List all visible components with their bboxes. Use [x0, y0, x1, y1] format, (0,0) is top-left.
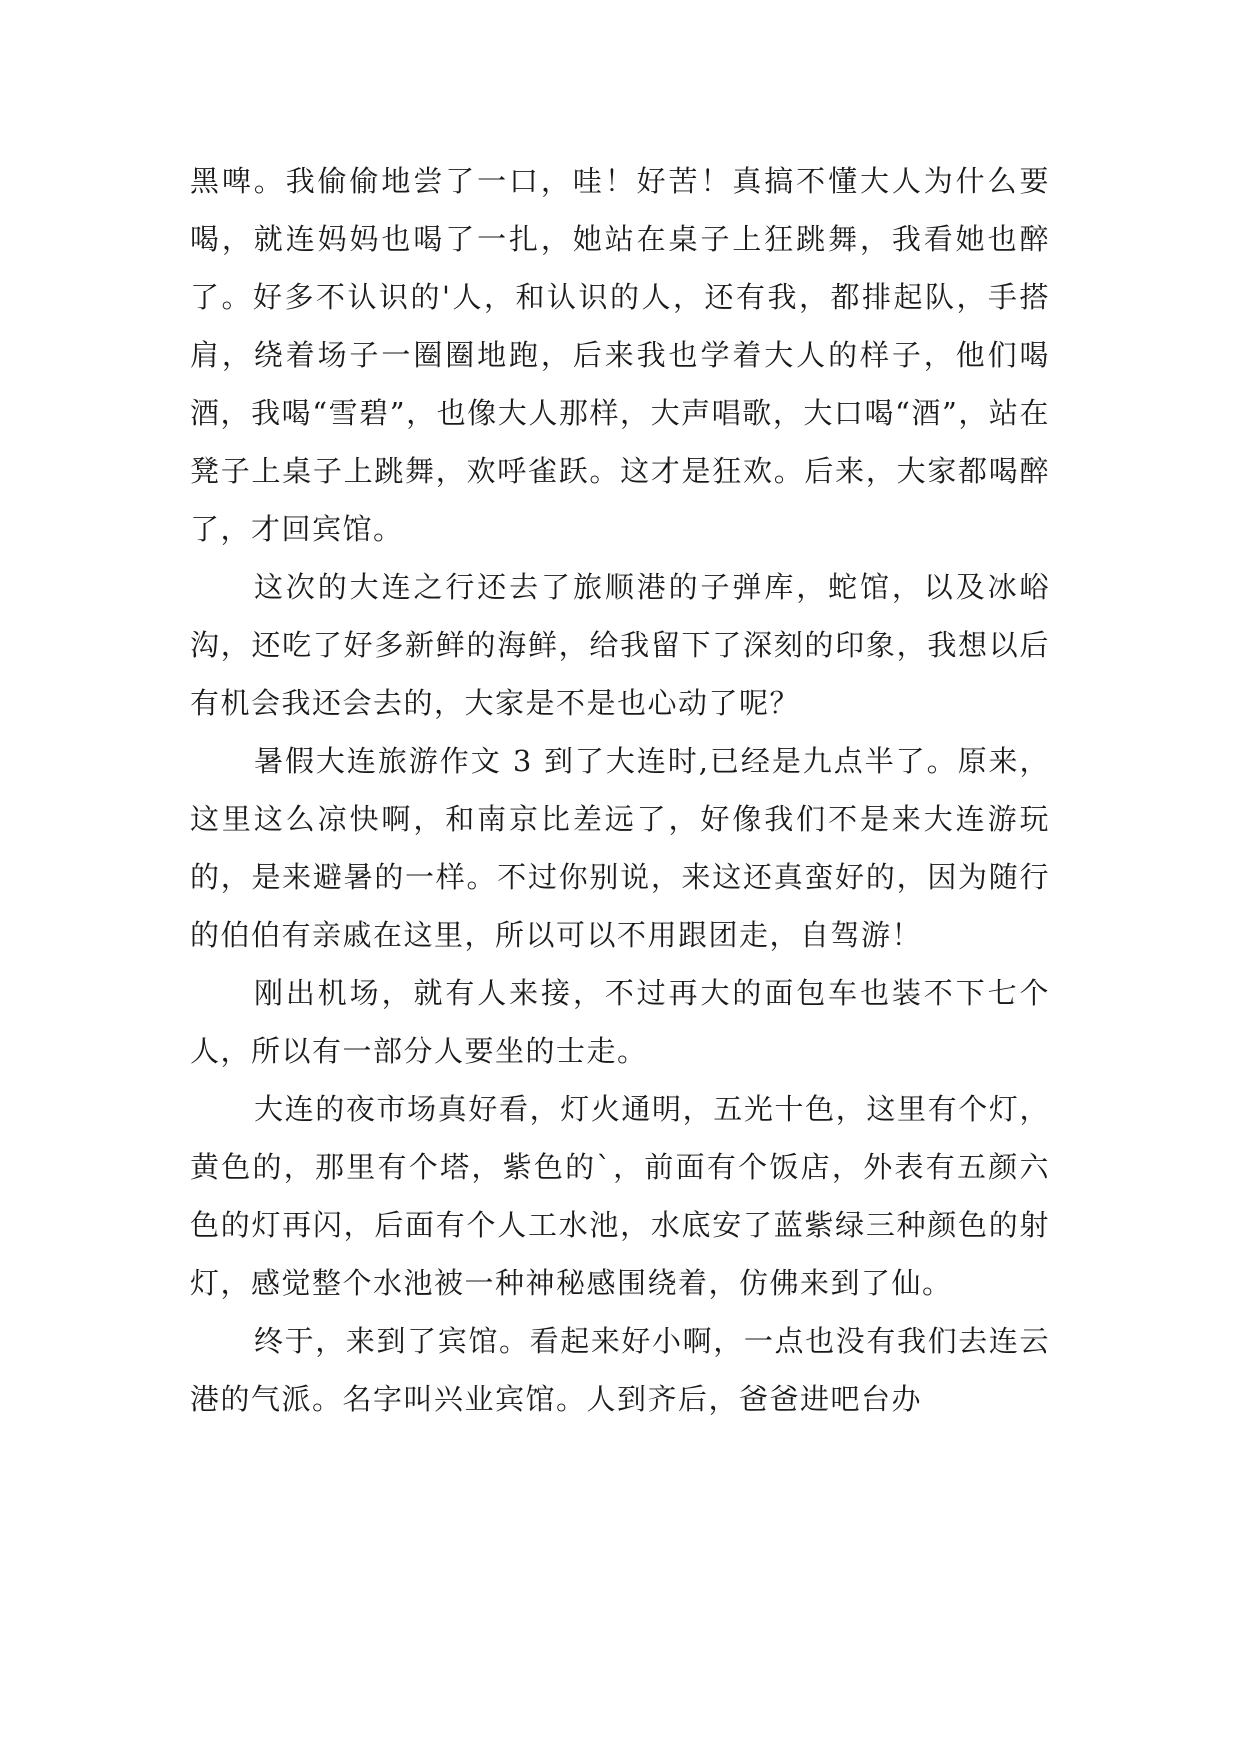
paragraph-gap [533, 744, 544, 778]
paragraph [190, 732, 1050, 964]
paragraph: 大连的夜市场真好看，灯火通明，五光十色，这里有个灯，黄色的，那里有个塔，紫色的`，前面有个饭店，外表有五颜六色的灯再闪，后面有个人工水池，水底安了蓝紫绿三种颜色的射灯，感觉整个水池被一种神秘感围绕着，仿佛来到了仙。 [190, 1092, 1050, 1300]
paragraph: 终于，来到了宾馆。看起来好小啊，一点也没有我们去连云港的气派。名字叫兴业宾馆。人到齐后，爸爸进吧台办 [190, 1324, 1050, 1416]
essay-heading: 暑假大连旅游作文 3 [254, 744, 533, 778]
paragraph: 这次的大连之行还去了旅顺港的子弹库，蛇馆，以及冰峪沟，还吃了好多新鲜的海鲜，给我留下了深刻的印象，我想以后有机会我还会去的，大家是不是也心动了呢？ [190, 570, 1050, 720]
paragraph: 黑啤。我偷偷地尝了一口，哇！好苦！真搞不懂大人为什么要喝，就连妈妈也喝了一扎，她站在桌子上狂跳舞，我看她也醉了。好多不认识的'人，和认识的人，还有我，都排起队，手搭肩，绕着场子一圈圈地跑，后来我也学着大人的样子，他们喝酒，我喝“雪碧”，也像大人那样，大声唱歌，大口喝“酒”，站在凳子上桌子上跳舞，欢呼雀跃。这才是狂欢。后来，大家都喝醉了，才回宾馆。 [190, 164, 1050, 546]
paragraph-text: 到了大连时,已经是九点半了。原来，这里这么凉快啊，和南京比差远了，好像我们不是来大连游玩的，是来避暑的一样。不过你别说，来这还真蛮好的，因为随行的伯伯有亲戚在这里，所以可以不用跟团走，自驾游！ [190, 744, 1050, 952]
paragraph: 刚出机场，就有人来接，不过再大的面包车也装不下七个人，所以有一部分人要坐的士走。 [190, 976, 1050, 1068]
document-page [190, 152, 1050, 1428]
